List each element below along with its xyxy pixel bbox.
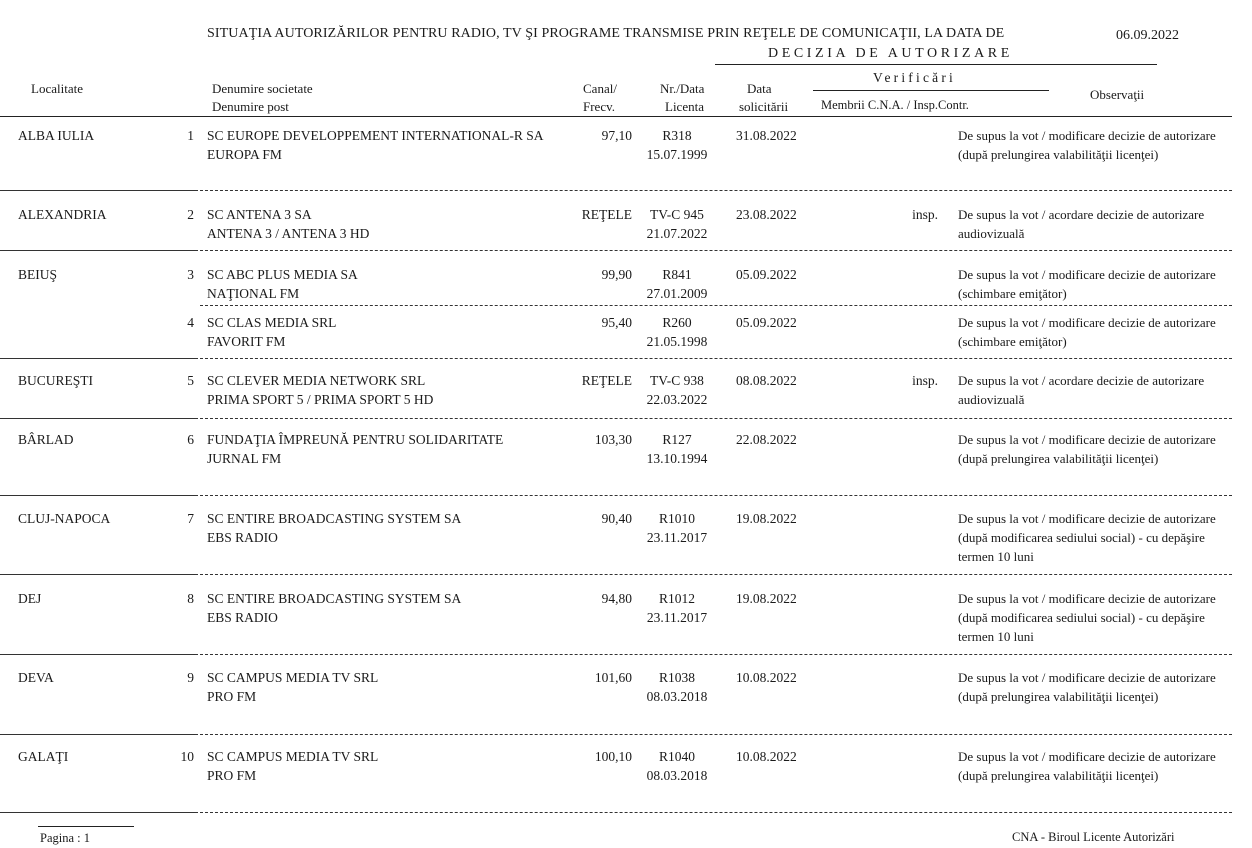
col-verificari: Verificări — [873, 70, 956, 85]
row-localitate: BUCUREŞTI — [18, 373, 94, 388]
row-licenta: R841 — [662, 267, 692, 282]
row-canal: 90,40 — [601, 511, 632, 526]
row-canal: 101,60 — [594, 670, 632, 685]
row-number: 2 — [187, 207, 194, 222]
row-licenta-data: 22.03.2022 — [646, 392, 708, 407]
row-data-solicitarii: 19.08.2022 — [736, 591, 797, 606]
row-licenta: R1040 — [658, 749, 695, 764]
row-licenta: R1012 — [658, 591, 695, 606]
row-number: 5 — [187, 373, 194, 388]
row-data-solicitarii: 22.08.2022 — [736, 432, 797, 447]
row-separator — [0, 358, 1232, 359]
row-canal: 97,10 — [601, 128, 632, 143]
row-licenta: R318 — [662, 128, 692, 143]
row-canal: 100,10 — [594, 749, 632, 764]
row-number: 3 — [187, 267, 194, 282]
row-observatii: De supus la vot / acordare decizie de autorizare audiovizuală — [958, 373, 1205, 407]
row-post: EBS RADIO — [207, 610, 278, 625]
row-canal: REŢELE — [581, 207, 632, 222]
row-localitate: ALBA IULIA — [18, 128, 95, 143]
row-post: PRO FM — [207, 768, 257, 783]
office-name: CNA - Biroul Licente Autorizări — [1012, 830, 1175, 844]
row-observatii: De supus la vot / modificare decizie de autorizare (după prelungirea valabilităţii licenţei) — [958, 749, 1216, 783]
row-canal: 94,80 — [601, 591, 632, 606]
decizia-underline — [715, 64, 1157, 65]
verificari-underline — [813, 90, 1049, 91]
row-observatii: De supus la vot / modificare decizie de autorizare (după modificarea sediului social) - cu depăşire termen 10 luni — [958, 591, 1216, 644]
row-data-solicitarii: 10.08.2022 — [736, 670, 797, 685]
footer-page-rule — [38, 826, 134, 827]
col-canal-2: Frecv. — [583, 99, 616, 114]
row-number: 6 — [187, 432, 194, 447]
row-separator — [0, 190, 1232, 191]
row-societate: SC CAMPUS MEDIA TV SRL — [207, 749, 379, 764]
col-data-2: solicitării — [739, 99, 789, 114]
row-localitate: CLUJ-NAPOCA — [18, 511, 111, 526]
row-licenta-data: 27.01.2009 — [646, 286, 708, 301]
row-licenta-data: 23.11.2017 — [646, 610, 708, 625]
row-localitate: BÂRLAD — [18, 432, 74, 447]
row-separator — [0, 495, 1232, 496]
row-number: 10 — [180, 749, 194, 764]
row-canal: 95,40 — [601, 315, 632, 330]
row-licenta: R260 — [662, 315, 692, 330]
row-societate: SC ABC PLUS MEDIA SA — [207, 267, 358, 282]
row-localitate: BEIUŞ — [18, 267, 58, 282]
row-licenta-data: 15.07.1999 — [646, 147, 708, 162]
row-societate: SC ENTIRE BROADCASTING SYSTEM SA — [207, 511, 462, 526]
row-licenta-data: 08.03.2018 — [646, 689, 708, 704]
row-post: JURNAL FM — [207, 451, 282, 466]
row-data-solicitarii: 05.09.2022 — [736, 267, 797, 282]
col-membri: Membrii C.N.A. / Insp.Contr. — [821, 98, 969, 112]
row-licenta: R1010 — [658, 511, 695, 526]
row-societate: SC ENTIRE BROADCASTING SYSTEM SA — [207, 591, 462, 606]
row-canal: 103,30 — [594, 432, 632, 447]
row-observatii: De supus la vot / modificare decizie de autorizare (după prelungirea valabilităţii licenţei) — [958, 128, 1216, 162]
row-separator — [0, 734, 1232, 735]
col-nr-1: Nr./Data — [660, 81, 705, 96]
row-insp: insp. — [912, 373, 938, 388]
header-rule — [0, 116, 1232, 117]
row-data-solicitarii: 05.09.2022 — [736, 315, 797, 330]
col-data-1: Data — [747, 81, 772, 96]
row-number: 7 — [187, 511, 194, 526]
row-localitate: GALAŢI — [18, 749, 69, 764]
row-observatii: De supus la vot / modificare decizie de autorizare (schimbare emiţător) — [958, 267, 1216, 301]
row-post: ANTENA 3 / ANTENA 3 HD — [207, 226, 370, 241]
row-post: NAŢIONAL FM — [207, 286, 300, 301]
row-societate: FUNDAŢIA ÎMPREUNĂ PENTRU SOLIDARITATE — [207, 432, 504, 447]
row-licenta-data: 13.10.1994 — [646, 451, 708, 466]
row-data-solicitarii: 19.08.2022 — [736, 511, 797, 526]
row-observatii: De supus la vot / acordare decizie de autorizare audiovizuală — [958, 207, 1205, 241]
row-societate: SC CLAS MEDIA SRL — [207, 315, 337, 330]
row-observatii: De supus la vot / modificare decizie de autorizare (după prelungirea valabilităţii licenţei) — [958, 670, 1216, 704]
row-number: 8 — [187, 591, 194, 606]
row-separator — [200, 305, 1232, 306]
row-canal: 99,90 — [601, 267, 632, 282]
decizia-heading: DECIZIA DE AUTORIZARE — [768, 46, 1013, 61]
row-number: 1 — [187, 128, 194, 143]
document-title: SITUAŢIA AUTORIZĂRILOR PENTRU RADIO, TV ŞI PROGRAME TRANSMISE PRIN REŢELE DE COMUNICAŢII, LA DATA DE — [207, 26, 1005, 41]
row-data-solicitarii: 31.08.2022 — [736, 128, 797, 143]
row-licenta-data: 21.07.2022 — [646, 226, 708, 241]
row-post: EUROPA FM — [207, 147, 282, 162]
row-localitate: DEVA — [18, 670, 54, 685]
col-societate: Denumire societate — [212, 81, 313, 96]
row-observatii: De supus la vot / modificare decizie de autorizare (după prelungirea valabilităţii licenţei) — [958, 432, 1216, 466]
col-observatii: Observaţii — [1090, 87, 1145, 102]
row-number: 9 — [187, 670, 194, 685]
row-separator — [0, 250, 1232, 251]
row-number: 4 — [187, 315, 194, 330]
row-data-solicitarii: 08.08.2022 — [736, 373, 797, 388]
row-separator — [0, 418, 1232, 419]
col-localitate: Localitate — [31, 81, 83, 96]
page-number: Pagina : 1 — [40, 831, 90, 845]
row-post: EBS RADIO — [207, 530, 278, 545]
row-separator — [0, 574, 1232, 575]
row-societate: SC ANTENA 3 SA — [207, 207, 312, 222]
row-observatii: De supus la vot / modificare decizie de autorizare (schimbare emiţător) — [958, 315, 1216, 349]
row-societate: SC EUROPE DEVELOPPEMENT INTERNATIONAL-R SA — [207, 128, 544, 143]
row-licenta-data: 08.03.2018 — [646, 768, 708, 783]
col-nr-2: Licenta — [665, 99, 704, 114]
row-societate: SC CLEVER MEDIA NETWORK SRL — [207, 373, 426, 388]
row-localitate: DEJ — [18, 591, 42, 606]
row-licenta-data: 21.05.1998 — [646, 334, 708, 349]
row-localitate: ALEXANDRIA — [18, 207, 107, 222]
row-licenta: R1038 — [658, 670, 695, 685]
row-post: PRIMA SPORT 5 / PRIMA SPORT 5 HD — [207, 392, 434, 407]
row-licenta: TV-C 938 — [650, 373, 704, 388]
row-canal: REŢELE — [581, 373, 632, 388]
row-insp: insp. — [912, 207, 938, 222]
col-canal-1: Canal/ — [583, 81, 617, 96]
row-societate: SC CAMPUS MEDIA TV SRL — [207, 670, 379, 685]
report-date: 06.09.2022 — [1116, 28, 1179, 43]
row-post: PRO FM — [207, 689, 257, 704]
row-data-solicitarii: 10.08.2022 — [736, 749, 797, 764]
row-licenta-data: 23.11.2017 — [646, 530, 708, 545]
row-data-solicitarii: 23.08.2022 — [736, 207, 797, 222]
row-separator — [0, 812, 1232, 813]
row-licenta: R127 — [662, 432, 692, 447]
col-post: Denumire post — [212, 99, 289, 114]
row-licenta: TV-C 945 — [650, 207, 704, 222]
row-observatii: De supus la vot / modificare decizie de autorizare (după modificarea sediului social) - cu depăşire termen 10 luni — [958, 511, 1216, 564]
row-separator — [0, 654, 1232, 655]
row-post: FAVORIT FM — [207, 334, 286, 349]
